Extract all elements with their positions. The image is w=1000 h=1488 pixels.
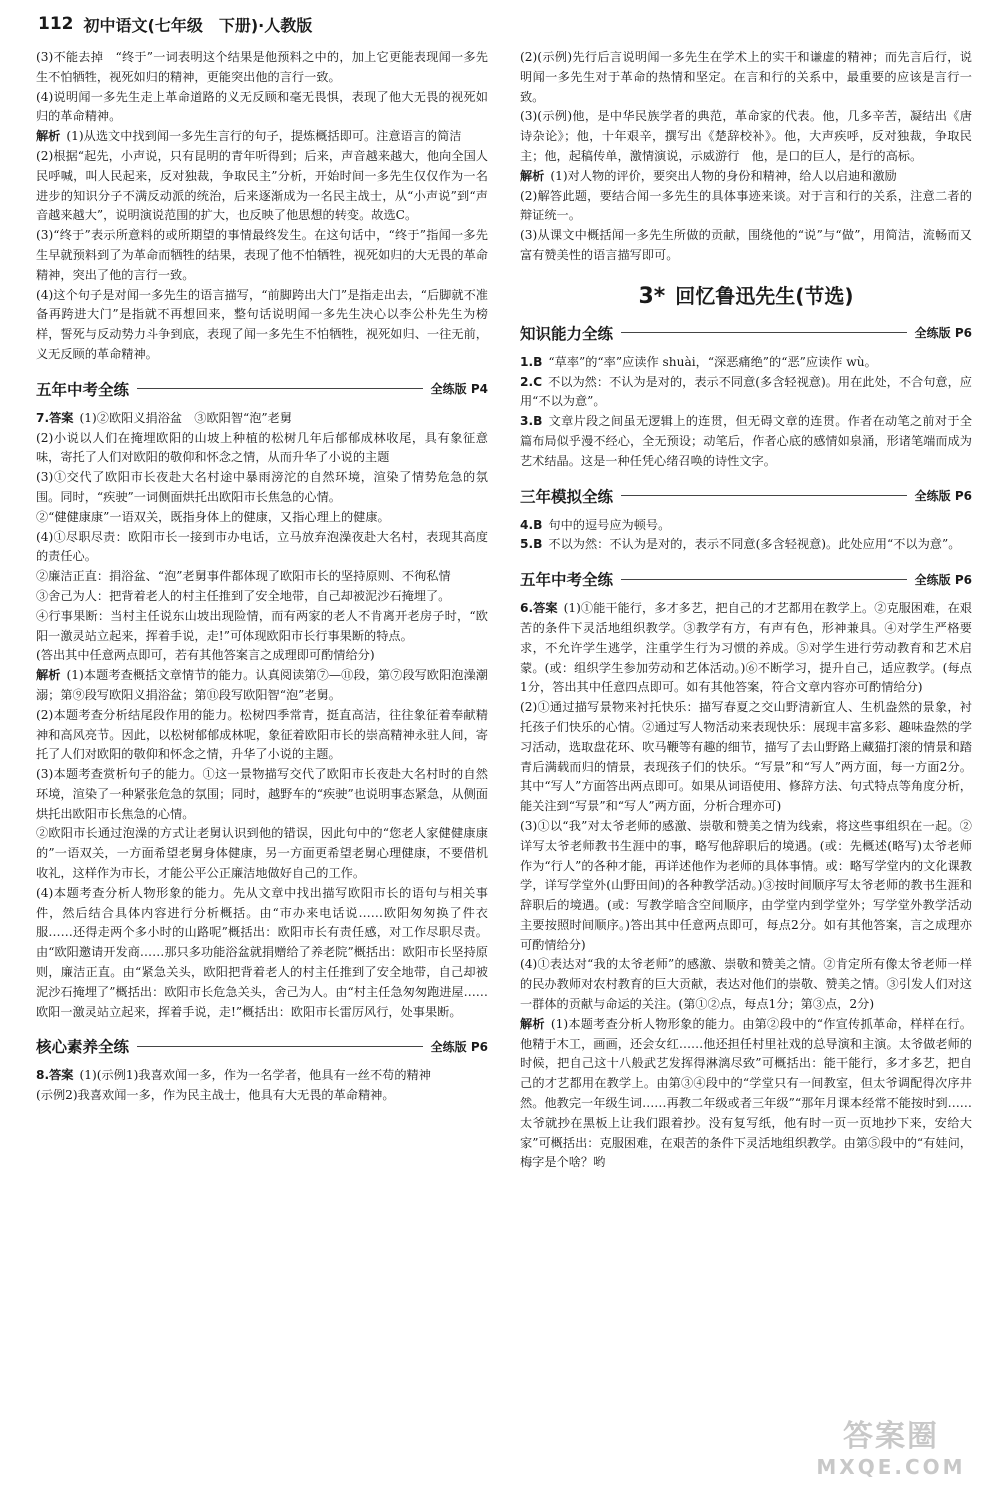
- analysis-paragraph: (4)这个句子是对闻一多先生的语言描写，“前脚跨出大门”是指走出去，“后脚就不准备再跨进大门”是指就不再想回来，整句话说明闻一多先生决心以李公朴先生为榜样，誓死与反动势力斗争到底，表现了闻一多先生不怕牺牲，视死如归、一往无前，义无反顾的革命精神。: [36, 287, 488, 361]
- section-title: 五年中考全练: [520, 571, 614, 590]
- analysis-paragraph: [520, 167, 972, 187]
- analysis-paragraph: (3)本题考查赏析句子的能力。①这一景物描写交代了欧阳市长夜赴大名村时的自然环境，渲染了一种紧张危急的氛围；同时，越野车的“疾驶”也说明事态紧急，从侧面烘托出欧阳市长焦急的心情。: [36, 767, 488, 821]
- answer-paragraph: [520, 412, 972, 471]
- section-heading: [520, 482, 972, 510]
- answer-text: (1)(示例1)我喜欢闻一多，作为一名学者，他具有一丝不苟的精神: [79, 1068, 431, 1083]
- watermark-line: MXQE.COM: [816, 1455, 966, 1479]
- answer-paragraph: ③舍己为人：把背着老人的村主任推到了安全地带，自己却被泥沙石掩埋了。: [36, 588, 451, 603]
- analysis-paragraph: [36, 666, 488, 706]
- section-rule: [621, 579, 907, 580]
- section-rule: [137, 1046, 423, 1047]
- section-title: 知识能力全练: [520, 324, 614, 343]
- answer-paragraph: (示例2)我喜欢闻一多，作为民主战士，他具有大无畏的革命精神。: [36, 1088, 395, 1103]
- section-rule: [137, 388, 423, 389]
- section-rule: [621, 332, 907, 333]
- answer-paragraph: [36, 409, 488, 429]
- answer-paragraph: ②“健健康康”一语双关，既指身体上的健康，又指心理上的健康。: [36, 509, 390, 524]
- book-title: 初中语文(七年级 下册)·人教版: [83, 15, 313, 35]
- section-heading: [36, 1032, 488, 1060]
- watermark-logo: [796, 1414, 986, 1479]
- analysis-paragraph: ②欧阳市长通过泡澡的方式让老舅认识到他的错误，因此句中的“您老人家健健康康的”一语双关，一方面希望老舅身体健康，另一方面更希望老舅心理健康，不要借机收礼，这样作为市长，才能公平公正廉洁地做好自己的工作。: [36, 826, 488, 881]
- answer-paragraph: ④行事果断：当村主任说东山坡出现险情，而有两家的老人不肯离开老房子时，“欧阳一激灵站立起来，挥着手说，走!”可体现欧阳市长行事果断的特点。: [36, 608, 488, 643]
- question-label: 5.B: [520, 537, 543, 552]
- answer-text: “草率”的“率”应读作 shuài，“深恶痛绝”的“恶”应读作 wù。: [548, 354, 877, 369]
- answer-paragraph: [36, 1066, 488, 1086]
- answer-paragraph: (2)①通过描写景物来衬托快乐：描写春夏之交山野清新宜人、生机盎然的景象，衬托孩子们快乐的心情。②通过写人物活动来表现快乐：展现丰富多彩、趣味盎然的学习活动，选取盘花环、吹马鞭等有趣的细节，描写了去山野路上藏猫打滚的情景和踏青后满载而归的情景，表现孩子们的快乐。“写景”和“写人”两方面，每一方面2分。其中“写人”方面答出两点即可。如果从词语使用、修辞方法、句式特点等角度分析，能关注到“写景”和“写人”两方面，分析合理亦可): [520, 700, 972, 814]
- analysis-text: (1)对人物的评价，要突出人物的身份和精神，给人以启迪和激励: [550, 168, 897, 183]
- answer-text: (1)①能干能行，多才多艺，把自己的才艺都用在教学上。②克服困难，在艰苦的条件下灵活地组织教学。③教学有方，有声有色，形神兼具。④对学生严格要求，不允许学生逃学，注重学生行为习惯的养成。⑤对学生进行劳动教育和艺术启蒙。(或：组织学生参加劳动和艺体活动。)⑥不断学习，提升自己，适应教学。(每点1分，答出其中任意四点即可。如有其他答案，符合文章内容亦可酌情给分): [520, 601, 972, 695]
- answer-paragraph: (3)①以“我”对太爷老师的感激、崇敬和赞美之情为线索，将这些事组织在一起。②详写太爷老师教书生涯中的事，略写他辞职后的境遇。(或：先概述(略写)太爷老师作为“行人”的各种才能，再详述他作为老师的具体事情。或：略写学堂内的文化课教学，详写学堂外(山野田间)的各种教学活动。)③按时间顺序写太爷老师的教书生涯和辞职后的境遇。(或：写教学暗含空间顺序，由学堂内到学堂外；写学堂外教学活动主要按照时间顺序。)答出其中任意两点即可，每点2分。如有其他答案，言之成理亦可酌情给分): [520, 818, 972, 952]
- analysis-text: (1)本题考查概括文章情节的能力。认真阅读第⑦—⑪段，第⑦段写欧阳泡澡潮溺；第⑨段写欧阳义捐浴盆；第⑪段写欧阳智“泡”老舅。: [36, 668, 488, 702]
- answer-paragraph: (4)①表达对“我的太爷老师”的感激、崇敬和赞美之情。②肯定所有像太爷老师一样的民办教师对农村教育的巨大贡献，表达对他们的崇敬、赞美之情。③引发人们对这一群体的贡献与命运的关注。(第①②点，每点1分；第③点，2分): [520, 957, 972, 1012]
- answer-text: (1)②欧阳义捐浴盆 ③欧阳智“泡”老舅: [79, 410, 293, 425]
- answer-paragraph: ②廉洁正直：捐浴盆、“泡”老舅事件都体现了欧阳市长的坚持原则、不徇私情: [36, 569, 451, 584]
- answer-text: 文章片段之间虽无逻辑上的连贯，但无碍文章的连贯。作者在动笔之前对于全篇布局似乎漫不经心，全无预设；动笔后，作者心底的感情如泉涌，形诸笔端而成为艺术结晶。这是一种任凭心绪召唤的诗性文字。: [520, 414, 972, 468]
- analysis-label: 解析: [520, 168, 545, 183]
- section-heading: [520, 319, 972, 347]
- watermark-line: 答案圈: [843, 1419, 939, 1454]
- answer-paragraph: (3)(示例)他，是中华民族学者的典范，革命家的代表。他，几多辛苦，凝结出《唐诗杂论》；他，十年艰辛，撰写出《楚辞校补》。他，大声疾呼，反对独裁，争取民主；他，起稿传单，激情演说，示威游行 他，是口的巨人，是行的高标。: [520, 109, 972, 163]
- analysis-paragraph: (2)解答此题，要结合闻一多先生的具体事迹来谈。对于言和行的关系，注意二者的辩证统一。: [520, 188, 972, 223]
- lesson-heading: [520, 280, 972, 309]
- section-title: 三年模拟全练: [520, 487, 614, 506]
- answer-text: 不以为然：不认为是对的，表示不同意(多含轻视意)。用在此处，不合句意，应用“不以为意”。: [520, 374, 972, 409]
- section-heading: [520, 565, 972, 593]
- analysis-text: (1)本题考查分析人物形象的能力。由第②段中的“作宣传抓革命，样样在行。他精于木工，画画，还会女红……他还担任村里社戏的总导演和主演。太爷做老师的时候，把自己这十八般武艺发挥得淋漓尽致”可概括出：能干能行，多才多艺，把自己的才艺都用在教学上。由第③④段中的“学堂只有一间教室，但太爷调配得次序井然。他教完一年级生词……再教二年级或者三年级”“那年月课本经常不能按时到……太爷就抄在黑板上让我们跟着抄。没有复写纸，他有时一页一页地抄下来，安给大家”可概括出：克服困难，在艰苦的条件下灵活地组织教学。由第⑤段中的“有娃问，梅字是个啥？哟: [520, 1016, 972, 1170]
- analysis-paragraph: (2)根据“起先，小声说，只有昆明的青年听得到；后来，声音越来越大，他向全国人民呼喊，叫人民起来，反对独裁，争取民主”分析，开始时间一多先生仅仅作为一名进步的知识分子不满反动派的统治，后来逐渐成为一名民主战士，从“小声说”到“声音越来越大”，说明演说范围的扩大，也反映了他思想的转变。故选C。: [36, 148, 488, 223]
- page-header: [38, 4, 978, 44]
- answer-paragraph: (3)①交代了欧阳市长夜赴大名村途中暴雨滂沱的自然环境，渲染了情势危急的氛围。同时，“疾驶”一词侧面烘托出欧阳市长焦急的心情。: [36, 470, 488, 504]
- section-reference: 全练版 P4: [430, 382, 488, 397]
- answer-paragraph: (3)不能去掉 “终于”一词表明这个结果是他预料之中的，加上它更能表现闻一多先生不怕牺牲，视死如归的精神，更能突出他的言行一致。: [36, 50, 488, 84]
- analysis-paragraph: (3)“终于”表示所意料的或所期望的事情最终发生。在这句话中，“终于”指闻一多先生早就预料到了为革命而牺牲的结果，表现了他不怕牺牲，视死如归的大无畏的革命精神，突出了他的言行一致。: [36, 228, 488, 282]
- section-reference: 全练版 P6: [430, 1039, 488, 1054]
- answer-text: 句中的逗号应为顿号。: [548, 517, 671, 532]
- section-rule: [621, 495, 907, 496]
- question-label: 4.B: [520, 517, 543, 532]
- right-column: [520, 48, 972, 1468]
- question-label: 2.C: [520, 374, 543, 389]
- analysis-paragraph: (2)本题考查分析结尾段作用的能力。松树四季常青，挺直高洁，往往象征着奉献精神和高风亮节。因此，以松树郁郁成林呢，象征着欧阳市长的崇高精神永驻人间，寄托了人们对欧阳的敬仰和怀念之情，升华了小说的主题。: [36, 707, 488, 762]
- answer-text: 不以为然：不认为是对的，表示不同意(多含轻视意)。此处应用“不以为意”。: [548, 537, 961, 552]
- section-reference: 全练版 P6: [914, 326, 972, 341]
- answer-paragraph: (2)小说以人们在掩埋欧阳的山坡上种植的松树几年后郁郁成林收尾，具有象征意味，寄托了人们对欧阳的敬仰和怀念之情，从而升华了小说的主题: [36, 430, 488, 465]
- analysis-label: 解析: [520, 1016, 545, 1031]
- question-label: 1.B: [520, 354, 543, 369]
- left-column: [36, 48, 488, 1468]
- answer-paragraph: [520, 535, 972, 555]
- analysis-label: 解析: [36, 668, 61, 683]
- analysis-paragraph: [520, 1015, 972, 1173]
- page-number: 112: [38, 14, 74, 34]
- question-label: 7.答案: [36, 410, 74, 425]
- answer-paragraph: [520, 599, 972, 698]
- analysis-label: 解析: [36, 129, 61, 144]
- answer-paragraph: (答出其中任意两点即可，若有其他答案言之成理即可酌情给分): [36, 648, 375, 663]
- section-heading: [36, 375, 488, 403]
- analysis-text: (1)从选文中找到闻一多先生言行的句子，提炼概括即可。注意语言的简洁: [66, 129, 462, 144]
- question-label: 6.答案: [520, 601, 558, 616]
- question-label: 3.B: [520, 414, 543, 429]
- question-label: 8.答案: [36, 1068, 74, 1083]
- analysis-paragraph: (4)本题考查分析人物形象的能力。先从文章中找出描写欧阳市长的语句与相关事件，然后结合具体内容进行分析概括。由“市办来电话说……欧阳匆匆换了件衣服……还得走两个多小时的山路呢”概括出：欧阳市长有责任感，对工作尽职尽责。由“欧阳邀请开发商……那只多功能浴盆就捐赠给了养老院”概括出：欧阳市长坚持原则，廉洁正直。由“紧急关头，欧阳把背着老人的村主任推到了安全地带，自己却被泥沙石掩埋了”概括出：欧阳市长危急关头，舍己为人。由“村主任急匆匆跑进屋……欧阳一激灵站立起来，挥着手说，走!”概括出：欧阳市长雷厉风行，处事果断。: [36, 885, 488, 1019]
- section-title: 核心素养全练: [36, 1038, 130, 1057]
- answer-paragraph: (4)①尽职尽责：欧阳市长一接到市办电话，立马放弃泡澡夜赴大名村，表现其高度的责任心。: [36, 529, 488, 564]
- analysis-paragraph: (3)从课文中概括闻一多先生所做的贡献，围绕他的“说”与“做”，用简洁，流畅而又富有赞美性的语言描写即可。: [520, 228, 972, 262]
- section-title: 五年中考全练: [36, 380, 130, 399]
- answer-paragraph: [520, 373, 972, 413]
- lesson-number: 3*: [638, 283, 666, 309]
- answer-paragraph: (4)说明闻一多先生走上革命道路的义无反顾和毫无畏惧，表现了他大无畏的视死如归的革命精神。: [36, 89, 488, 124]
- answer-paragraph: (2)(示例)先行后言说明闻一多先生在学术上的实干和谦虚的精神；而先言后行，说明闻一多先生对于革命的热情和坚定。在言和行的关系中，最重要的应该是言行一致。: [520, 50, 972, 104]
- lesson-title: 回忆鲁迅先生(节选): [675, 283, 854, 308]
- analysis-paragraph: [36, 127, 488, 147]
- section-reference: 全练版 P6: [914, 572, 972, 587]
- section-reference: 全练版 P6: [914, 489, 972, 504]
- answer-paragraph: [520, 516, 972, 536]
- answer-paragraph: [520, 353, 972, 373]
